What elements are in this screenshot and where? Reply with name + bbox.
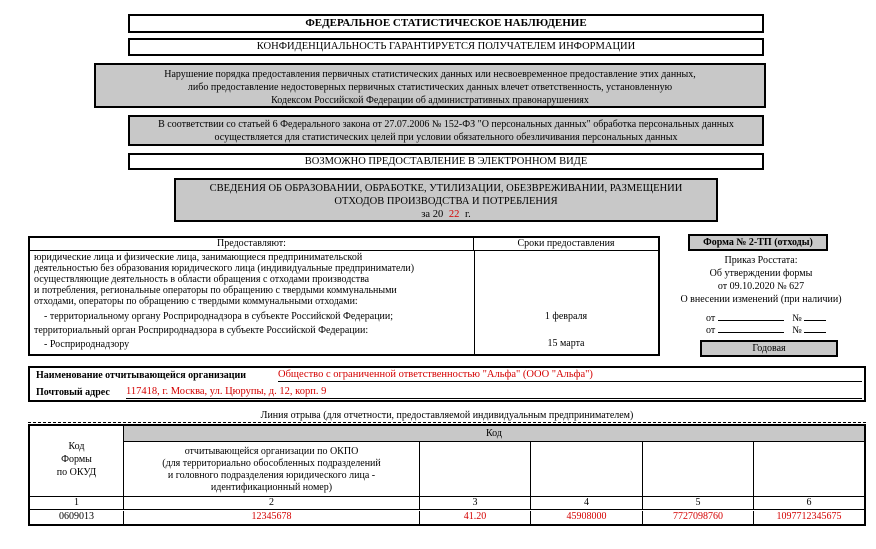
confidentiality-banner: КОНФИДЕНЦИАЛЬНОСТЬ ГАРАНТИРУЕТСЯ ПОЛУЧАТЕЛЕМ ИНФОРМАЦИИ <box>128 38 764 56</box>
org-name-label: Наименование отчитывающейся организации <box>36 370 247 381</box>
col-number-4: 4 <box>531 497 643 509</box>
col-number-2: 2 <box>124 497 420 509</box>
code-col6-value[interactable]: 1097712345675 <box>776 511 842 522</box>
cut-line: Линия отрыва (для отчетности, предоставляемой индивидуальным предпринимателем) <box>28 410 866 423</box>
amendment-date-2[interactable] <box>718 322 784 333</box>
submitter-row-2: - Росприроднадзору <box>44 339 130 350</box>
address-label: Почтовый адрес <box>36 387 110 398</box>
amendment-date-1[interactable] <box>718 310 784 321</box>
violation-notice <box>94 63 766 108</box>
okpo-code-value[interactable]: 12345678 <box>124 511 420 524</box>
okpo-header: отчитывающейся организации по ОКПО (для территориально обособленных подразделений и головного подразделения юридического лица - идентификационный номер) <box>124 442 420 496</box>
amendment-row-2: от № <box>706 322 846 336</box>
order-line-1: Приказ Росстата: <box>724 255 798 266</box>
deadline-row-1: 1 февраля <box>544 311 588 322</box>
amendment-number-2[interactable] <box>804 322 826 333</box>
code-col4-value[interactable]: 45908000 <box>531 511 643 524</box>
order-line-3: от 09.10.2020 № 627 <box>717 281 805 292</box>
codes-values-row <box>30 510 864 524</box>
address-field[interactable]: 117418, г. Москва, ул. Цюрупы, д. 12, корп. 9 <box>126 386 862 399</box>
col5-header <box>643 442 754 496</box>
col-number-3: 3 <box>420 497 531 509</box>
submitters-description: юридические лица и физические лица, занимающиеся предпринимательской деятельностью без образования юридического лица (индивидуальные предприниматели) осуществляющие деятельность в области обращения с отходами производства и потребления, региональные операторы по обращению с твердыми коммунальными отходами, операторы по обращению с твердыми коммунальными отходами: <box>34 252 415 307</box>
personal-data-notice <box>128 115 764 146</box>
year-value[interactable]: 22 <box>446 208 463 222</box>
periodicity-badge: Годовая <box>700 340 838 357</box>
electronic-submission-banner: ВОЗМОЖНО ПРЕДОСТАВЛЕНИЕ В ЭЛЕКТРОННОМ ВИДЕ <box>128 153 764 170</box>
col3-header <box>420 442 531 496</box>
amendment-row-1: от № <box>706 310 846 324</box>
order-line-2: Об утверждении формы <box>709 268 813 279</box>
code-col3-value[interactable]: 41.20 <box>420 511 531 524</box>
title-line-2: ОТХОДОВ ПРОИЗВОДСТВА И ПОТРЕБЛЕНИЯ <box>334 196 558 207</box>
federal-observation-banner: ФЕДЕРАЛЬНОЕ СТАТИСТИЧЕСКОЕ НАБЛЮДЕНИЕ <box>128 14 764 33</box>
submitter-row-2-intro: территориальный орган Росприроднадзора в субъекте Российской Федерации: <box>34 325 369 336</box>
org-name-field[interactable]: Общество с ограниченной ответственностью "Альфа" (ООО "Альфа") <box>278 369 862 382</box>
amendment-number-1[interactable] <box>804 310 826 321</box>
form-number: Форма № 2-ТП (отходы) <box>688 234 828 251</box>
col4-header <box>531 442 643 496</box>
submitter-row-1: - территориальному органу Росприроднадзора в субъекте Российской Федерации; <box>44 311 394 322</box>
violation-line-2: либо предоставление недостоверных первичных статистических данных влечет ответственность, установленную <box>187 82 673 93</box>
order-line-4: О внесении изменений (при наличии) <box>680 294 842 305</box>
submission-table <box>28 236 660 356</box>
submitters-header: Предоставляют: <box>30 238 474 251</box>
organization-block <box>28 366 866 402</box>
column-numbers-row <box>30 496 864 510</box>
violation-line-1: Нарушение порядка предоставления первичных статистических данных или несвоевременное предоставление этих данных, <box>164 69 696 80</box>
deadline-row-2: 15 марта <box>547 338 585 349</box>
deadlines-header: Сроки предоставления <box>474 238 658 251</box>
code-header: Код <box>124 426 864 442</box>
okud-header: Код Формы по ОКУД <box>30 426 124 496</box>
col-number-1: 1 <box>30 497 124 509</box>
violation-line-3: Кодексом Российской Федерации об административных правонарушениях <box>271 95 589 106</box>
col-number-6: 6 <box>806 497 812 508</box>
form-title <box>174 178 718 222</box>
law-line-2: осуществляется для статистических целей при условии обязательного обезличивания персональных данных <box>214 132 678 143</box>
law-line-1: В соответствии со статьей 6 Федерального закона от 27.07.2006 № 152-ФЗ "О персональных данных" обработка персональных данных <box>158 119 734 130</box>
report-year: за 20 22 г. <box>421 209 471 220</box>
okud-code-value[interactable]: 0609013 <box>30 511 124 524</box>
order-block <box>676 254 846 306</box>
title-line-1: СВЕДЕНИЯ ОБ ОБРАЗОВАНИИ, ОБРАБОТКЕ, УТИЛИЗАЦИИ, ОБЕЗВРЕЖИВАНИИ, РАЗМЕЩЕНИИ <box>209 183 683 194</box>
codes-table <box>28 424 866 526</box>
code-col5-value[interactable]: 7727098760 <box>643 511 754 524</box>
col-number-5: 5 <box>643 497 754 509</box>
